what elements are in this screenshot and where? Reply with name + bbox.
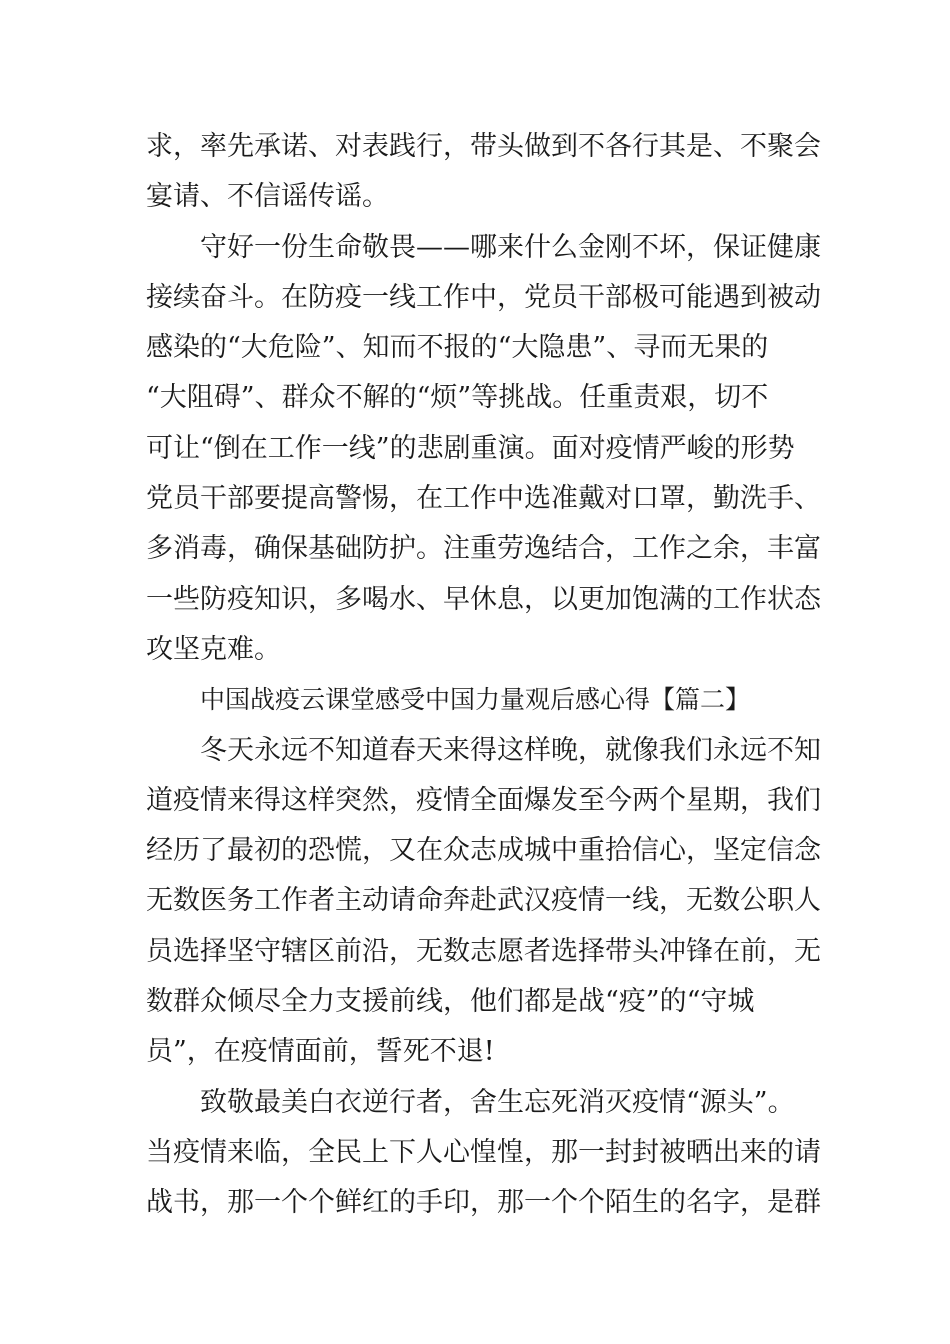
- text-line: 一些防疫知识，多喝水、早休息，以更加饱满的工作状态: [146, 583, 821, 615]
- text-line: 求，率先承诺、对表践行，带头做到不各行其是、不聚会: [146, 131, 821, 162]
- text-line: 宴请、不信谣传谣。: [146, 181, 389, 213]
- text-line: “大阻碍”、群众不解的“烦”等挑战。任重责艰，切不: [146, 382, 769, 414]
- text-line: 冬天永远不知道春天来得这样晚，就像我们永远不知: [200, 734, 821, 766]
- text-line: 战书，那一个个鲜红的手印，那一个个陌生的名字，是群: [146, 1187, 821, 1219]
- text-line: 经历了最初的恐慌，又在众志成城中重拾信心，坚定信念: [146, 835, 821, 867]
- text-line: 党员干部要提高警惕，在工作中选准戴对口罩，勤洗手、: [146, 483, 821, 515]
- text-line: 员选择坚守辖区前沿，无数志愿者选择带头冲锋在前，无: [146, 935, 821, 967]
- text-line: 无数医务工作者主动请命奔赴武汉疫情一线，无数公职人: [146, 885, 821, 917]
- text-line: 员”，在疫情面前，誓死不退!: [146, 1036, 495, 1068]
- text-line: 多消毒，确保基础防护。注重劳逸结合，工作之余，丰富: [146, 533, 821, 565]
- text-line: 数群众倾尽全力支援前线，他们都是战“疫”的“守城: [146, 986, 755, 1018]
- text-line: 可让“倒在工作一线”的悲剧重演。面对疫情严峻的形势: [146, 432, 795, 464]
- text-line: 守好一份生命敬畏——哪来什么金刚不坏，保证健康: [200, 231, 821, 263]
- text-line: 当疫情来临，全民上下人心惶惶，那一封封被晒出来的请: [146, 1136, 821, 1168]
- text-line: 攻坚克难。: [146, 633, 281, 665]
- text-line: 致敬最美白衣逆行者，舍生忘死消灭疫情“源头”。: [200, 1086, 795, 1118]
- text-line: 道疫情来得这样突然，疫情全面爆发至今两个星期，我们: [146, 784, 821, 816]
- text-line: 接续奋斗。在防疫一线工作中，党员干部极可能遇到被动: [146, 281, 821, 313]
- document-body: [146, 122, 821, 1229]
- section-heading: 中国战疫云课堂感受中国力量观后感心得【篇二】: [200, 685, 751, 715]
- text-line: 感染的“大危险”、知而不报的“大隐患”、寻而无果的: [146, 332, 769, 364]
